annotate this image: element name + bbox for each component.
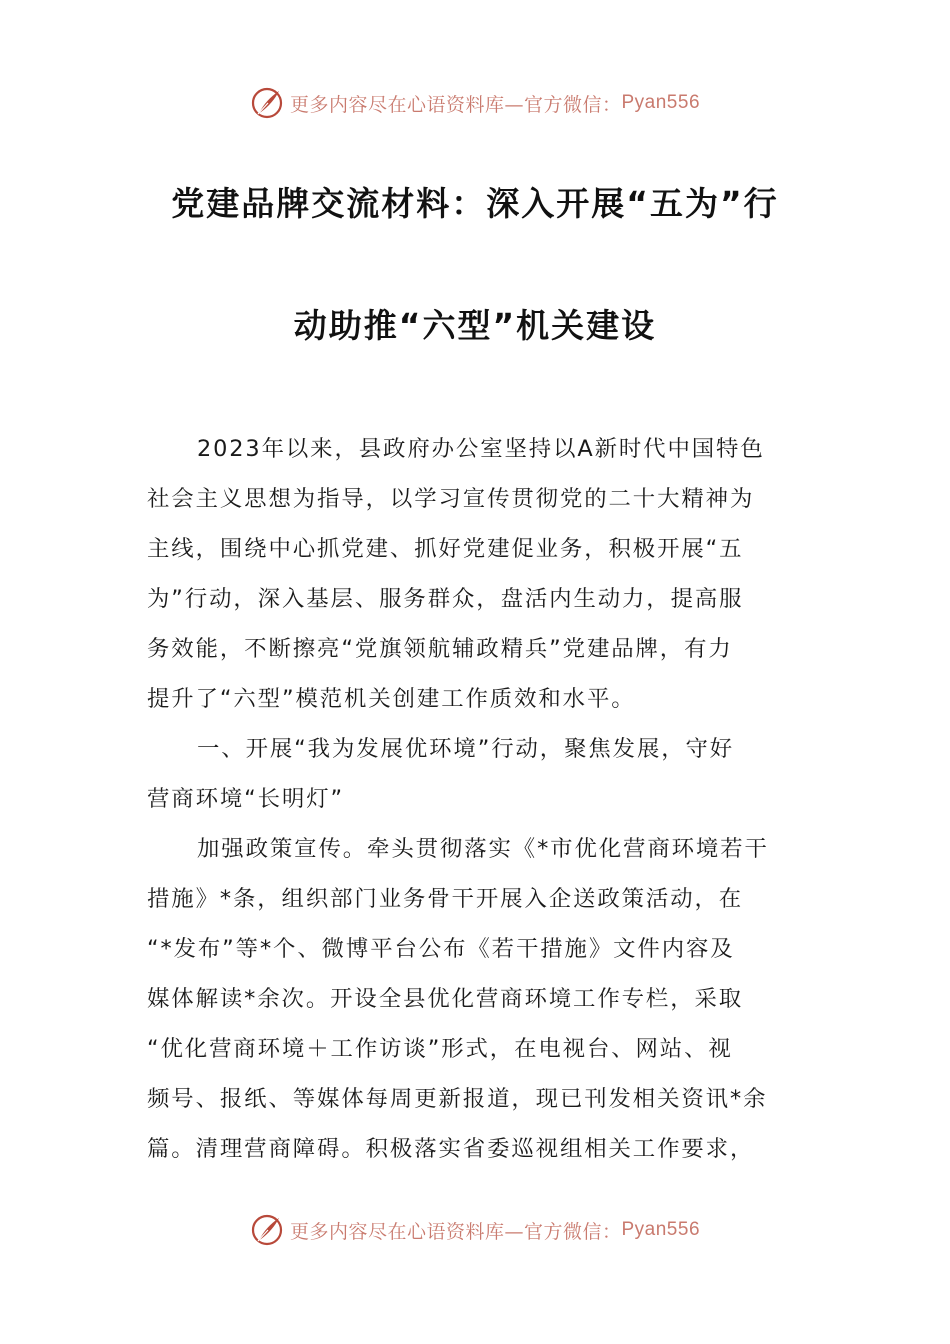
body-line: 为”行动，深入基层、服务群众，盘活内生动力，提高服: [147, 586, 744, 612]
body-line: 提升了“六型”模范机关创建工作质效和水平。: [147, 686, 636, 712]
watermark-brand: Pyan556: [621, 1219, 701, 1240]
body-line: 措施》*条，组织部门业务骨干开展入企送政策活动，在: [147, 886, 744, 912]
body-line: 2023年以来，县政府办公室坚持以A新时代中国特色: [197, 436, 765, 462]
footer-watermark: [0, 1208, 950, 1252]
body-line: 社会主义思想为指导，以学习宣传贯彻党的二十大精神为: [147, 486, 755, 512]
body-line: 主线，围绕中心抓党建、抓好党建促业务，积极开展“五: [147, 536, 744, 562]
feather-pen-icon: [250, 1213, 284, 1247]
body-line: “优化营商环境＋工作访谈”形式，在电视台、网站、视: [147, 1036, 733, 1062]
document-body: [147, 424, 807, 1174]
section-heading: 一、开展“我为发展优环境”行动，聚焦发展，守好: [197, 736, 735, 762]
document-title-line-2: 动助推“六型”机关建设: [293, 306, 657, 345]
body-line: 频号、报纸、等媒体每周更新报道，现已刊发相关资讯*余: [147, 1086, 768, 1112]
header-watermark: [0, 81, 950, 125]
body-line: 务效能，不断擦亮“党旗领航辅政精兵”党建品牌，有力: [147, 636, 733, 662]
body-line: 媒体解读*余次。开设全县优化营商环境工作专栏，采取: [147, 986, 744, 1012]
body-line: 加强政策宣传。牵头贯彻落实《*市优化营商环境若干: [197, 836, 769, 862]
body-line: “*发布”等*个、微博平台公布《若干措施》文件内容及: [147, 936, 735, 962]
watermark-brand: Pyan556: [621, 92, 701, 113]
body-line: 篇。清理营商障碍。积极落实省委巡视组相关工作要求，: [147, 1136, 755, 1162]
document-title-line-1: 党建品牌交流材料：深入开展“五为”行: [171, 184, 779, 223]
watermark-text: 更多内容尽在心语资料库—官方微信：: [289, 1220, 622, 1243]
section-heading: 营商环境“长明灯”: [147, 786, 345, 812]
feather-pen-icon: [250, 86, 284, 120]
watermark-text: 更多内容尽在心语资料库—官方微信：: [289, 93, 622, 116]
